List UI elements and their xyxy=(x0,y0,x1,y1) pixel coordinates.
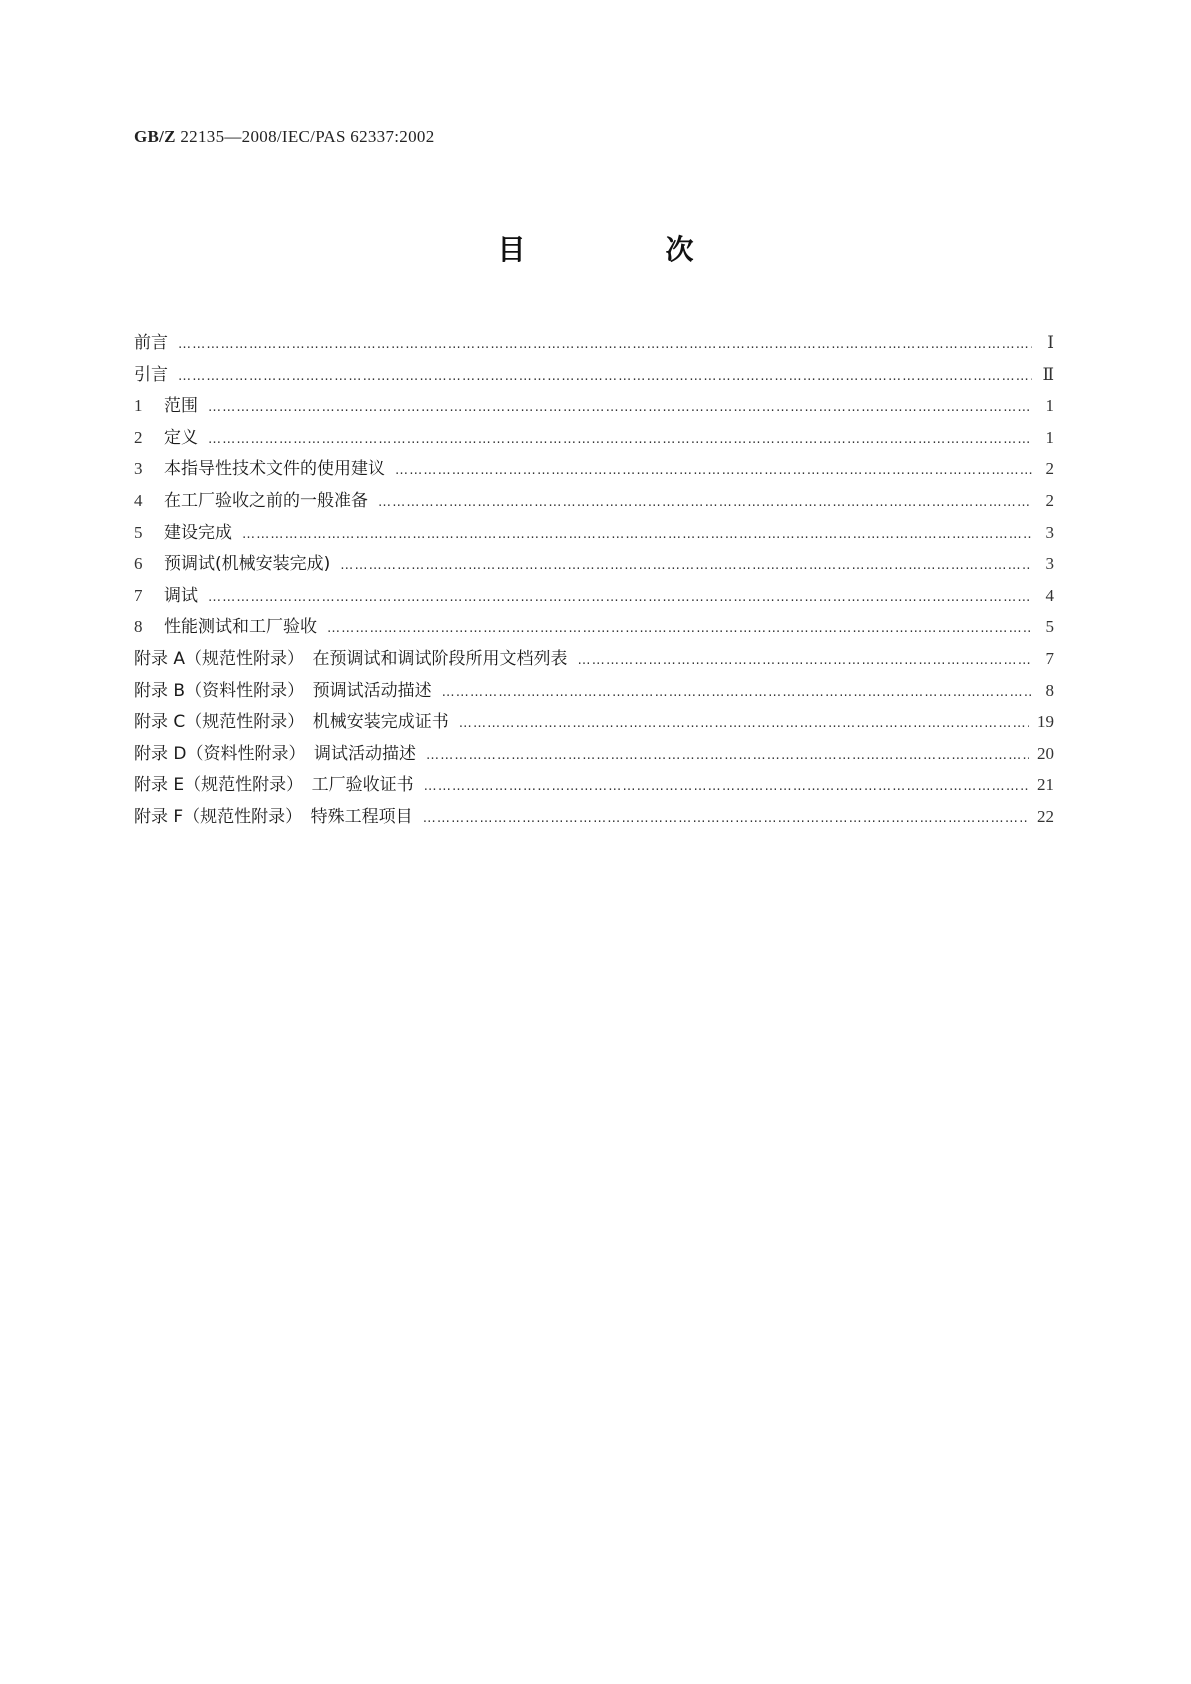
toc-entry-number: 6 xyxy=(134,554,143,574)
toc-entry-page: Ⅱ xyxy=(1042,364,1054,384)
document-code xyxy=(134,127,435,147)
toc-leader-dots xyxy=(424,771,1029,803)
toc-entry-annex-c[interactable] xyxy=(134,706,1054,738)
toc-leader-dots xyxy=(208,424,1032,456)
toc-entry-label: 引言 xyxy=(134,364,168,385)
toc-leader-dots xyxy=(340,550,1032,582)
toc-entry-label: 定义 xyxy=(164,427,198,448)
toc-entry-page: 1 xyxy=(1045,396,1054,416)
toc-entry-page: 1 xyxy=(1045,427,1054,447)
toc-entry-label: 性能测试和工厂验收 xyxy=(164,617,317,638)
toc-leader-dots xyxy=(178,361,1032,393)
toc-entry-page: Ⅰ xyxy=(1047,333,1054,352)
toc-entry-annex-d[interactable] xyxy=(134,738,1054,770)
toc-entry-page: 8 xyxy=(1045,680,1054,700)
toc-entry-page: 3 xyxy=(1045,554,1054,574)
toc-entry-section-6[interactable] xyxy=(134,548,1054,580)
toc-entry-number: 3 xyxy=(134,459,143,479)
toc-entry-section-3[interactable] xyxy=(134,453,1054,485)
toc-entry-label: 附录 C（规范性附录） 机械安装完成证书 xyxy=(134,712,449,733)
toc-entry-number: 8 xyxy=(134,617,143,637)
toc-entry-number: 5 xyxy=(134,522,143,542)
toc-entry-page: 5 xyxy=(1045,617,1054,637)
toc-entry-page: 7 xyxy=(1045,648,1054,668)
toc-entry-annex-b[interactable] xyxy=(134,675,1054,707)
toc-leader-dots xyxy=(242,519,1032,551)
toc-entry-label: 建设完成 xyxy=(164,522,232,543)
toc-entry-page: 19 xyxy=(1037,712,1054,732)
toc-entry-label: 本指导性技术文件的使用建议 xyxy=(164,459,385,480)
toc-entry-label: 范围 xyxy=(164,396,198,417)
document-code-prefix: GB/Z xyxy=(134,127,176,146)
toc-entry-section-4[interactable] xyxy=(134,485,1054,517)
toc-entry-label: 附录 D（资料性附录） 调试活动描述 xyxy=(134,743,416,764)
toc-entry-annex-a[interactable] xyxy=(134,643,1054,675)
toc-entry-section-8[interactable] xyxy=(134,611,1054,643)
document-code-number: 22135—2008/IEC/PAS 62337:2002 xyxy=(175,127,435,146)
toc-entry-foreword[interactable] xyxy=(134,327,1054,359)
toc-entry-label: 在工厂验收之前的一般准备 xyxy=(164,490,368,511)
toc-leader-dots xyxy=(378,487,1032,519)
toc-entry-number: 2 xyxy=(134,427,143,447)
toc-leader-dots xyxy=(459,708,1029,740)
toc-leader-dots xyxy=(178,329,1032,361)
toc-entry-page: 4 xyxy=(1045,585,1054,605)
toc-entry-page: 20 xyxy=(1037,743,1054,763)
toc-entry-number: 1 xyxy=(134,396,143,416)
toc-leader-dots xyxy=(426,740,1029,772)
toc-entry-label: 附录 E（规范性附录） 工厂验收证书 xyxy=(134,775,414,796)
toc-leader-dots xyxy=(578,645,1032,677)
toc-entry-number: 4 xyxy=(134,490,143,510)
toc-leader-dots xyxy=(208,392,1032,424)
toc-entry-page: 2 xyxy=(1045,490,1054,510)
toc-entry-label: 附录 A（规范性附录） 在预调试和调试阶段所用文档列表 xyxy=(134,648,568,669)
toc-entry-label: 附录 F（规范性附录） 特殊工程项目 xyxy=(134,806,413,827)
toc-entry-section-1[interactable] xyxy=(134,390,1054,422)
toc-entry-page: 2 xyxy=(1045,459,1054,479)
toc-entry-page: 22 xyxy=(1037,806,1054,826)
toc-entry-label: 前言 xyxy=(134,333,168,353)
toc-entry-section-5[interactable] xyxy=(134,517,1054,549)
table-of-contents xyxy=(134,327,1054,833)
toc-entry-section-7[interactable] xyxy=(134,580,1054,612)
toc-entry-section-2[interactable] xyxy=(134,422,1054,454)
toc-entry-label: 预调试(机械安装完成) xyxy=(164,554,331,575)
toc-entry-annex-f[interactable] xyxy=(134,801,1054,833)
toc-leader-dots xyxy=(395,455,1032,487)
toc-entry-label: 调试 xyxy=(164,585,198,606)
toc-title: 目 次 xyxy=(497,233,750,266)
toc-entry-page: 21 xyxy=(1037,775,1054,795)
toc-entry-annex-e[interactable] xyxy=(134,769,1054,801)
toc-leader-dots xyxy=(327,613,1032,645)
toc-entry-page: 3 xyxy=(1045,522,1054,542)
toc-entry-introduction[interactable] xyxy=(134,359,1054,391)
toc-entry-number: 7 xyxy=(134,585,143,605)
toc-leader-dots xyxy=(423,803,1029,835)
toc-leader-dots xyxy=(208,582,1032,614)
toc-leader-dots xyxy=(442,677,1032,709)
toc-entry-label: 附录 B（资料性附录） 预调试活动描述 xyxy=(134,680,432,701)
